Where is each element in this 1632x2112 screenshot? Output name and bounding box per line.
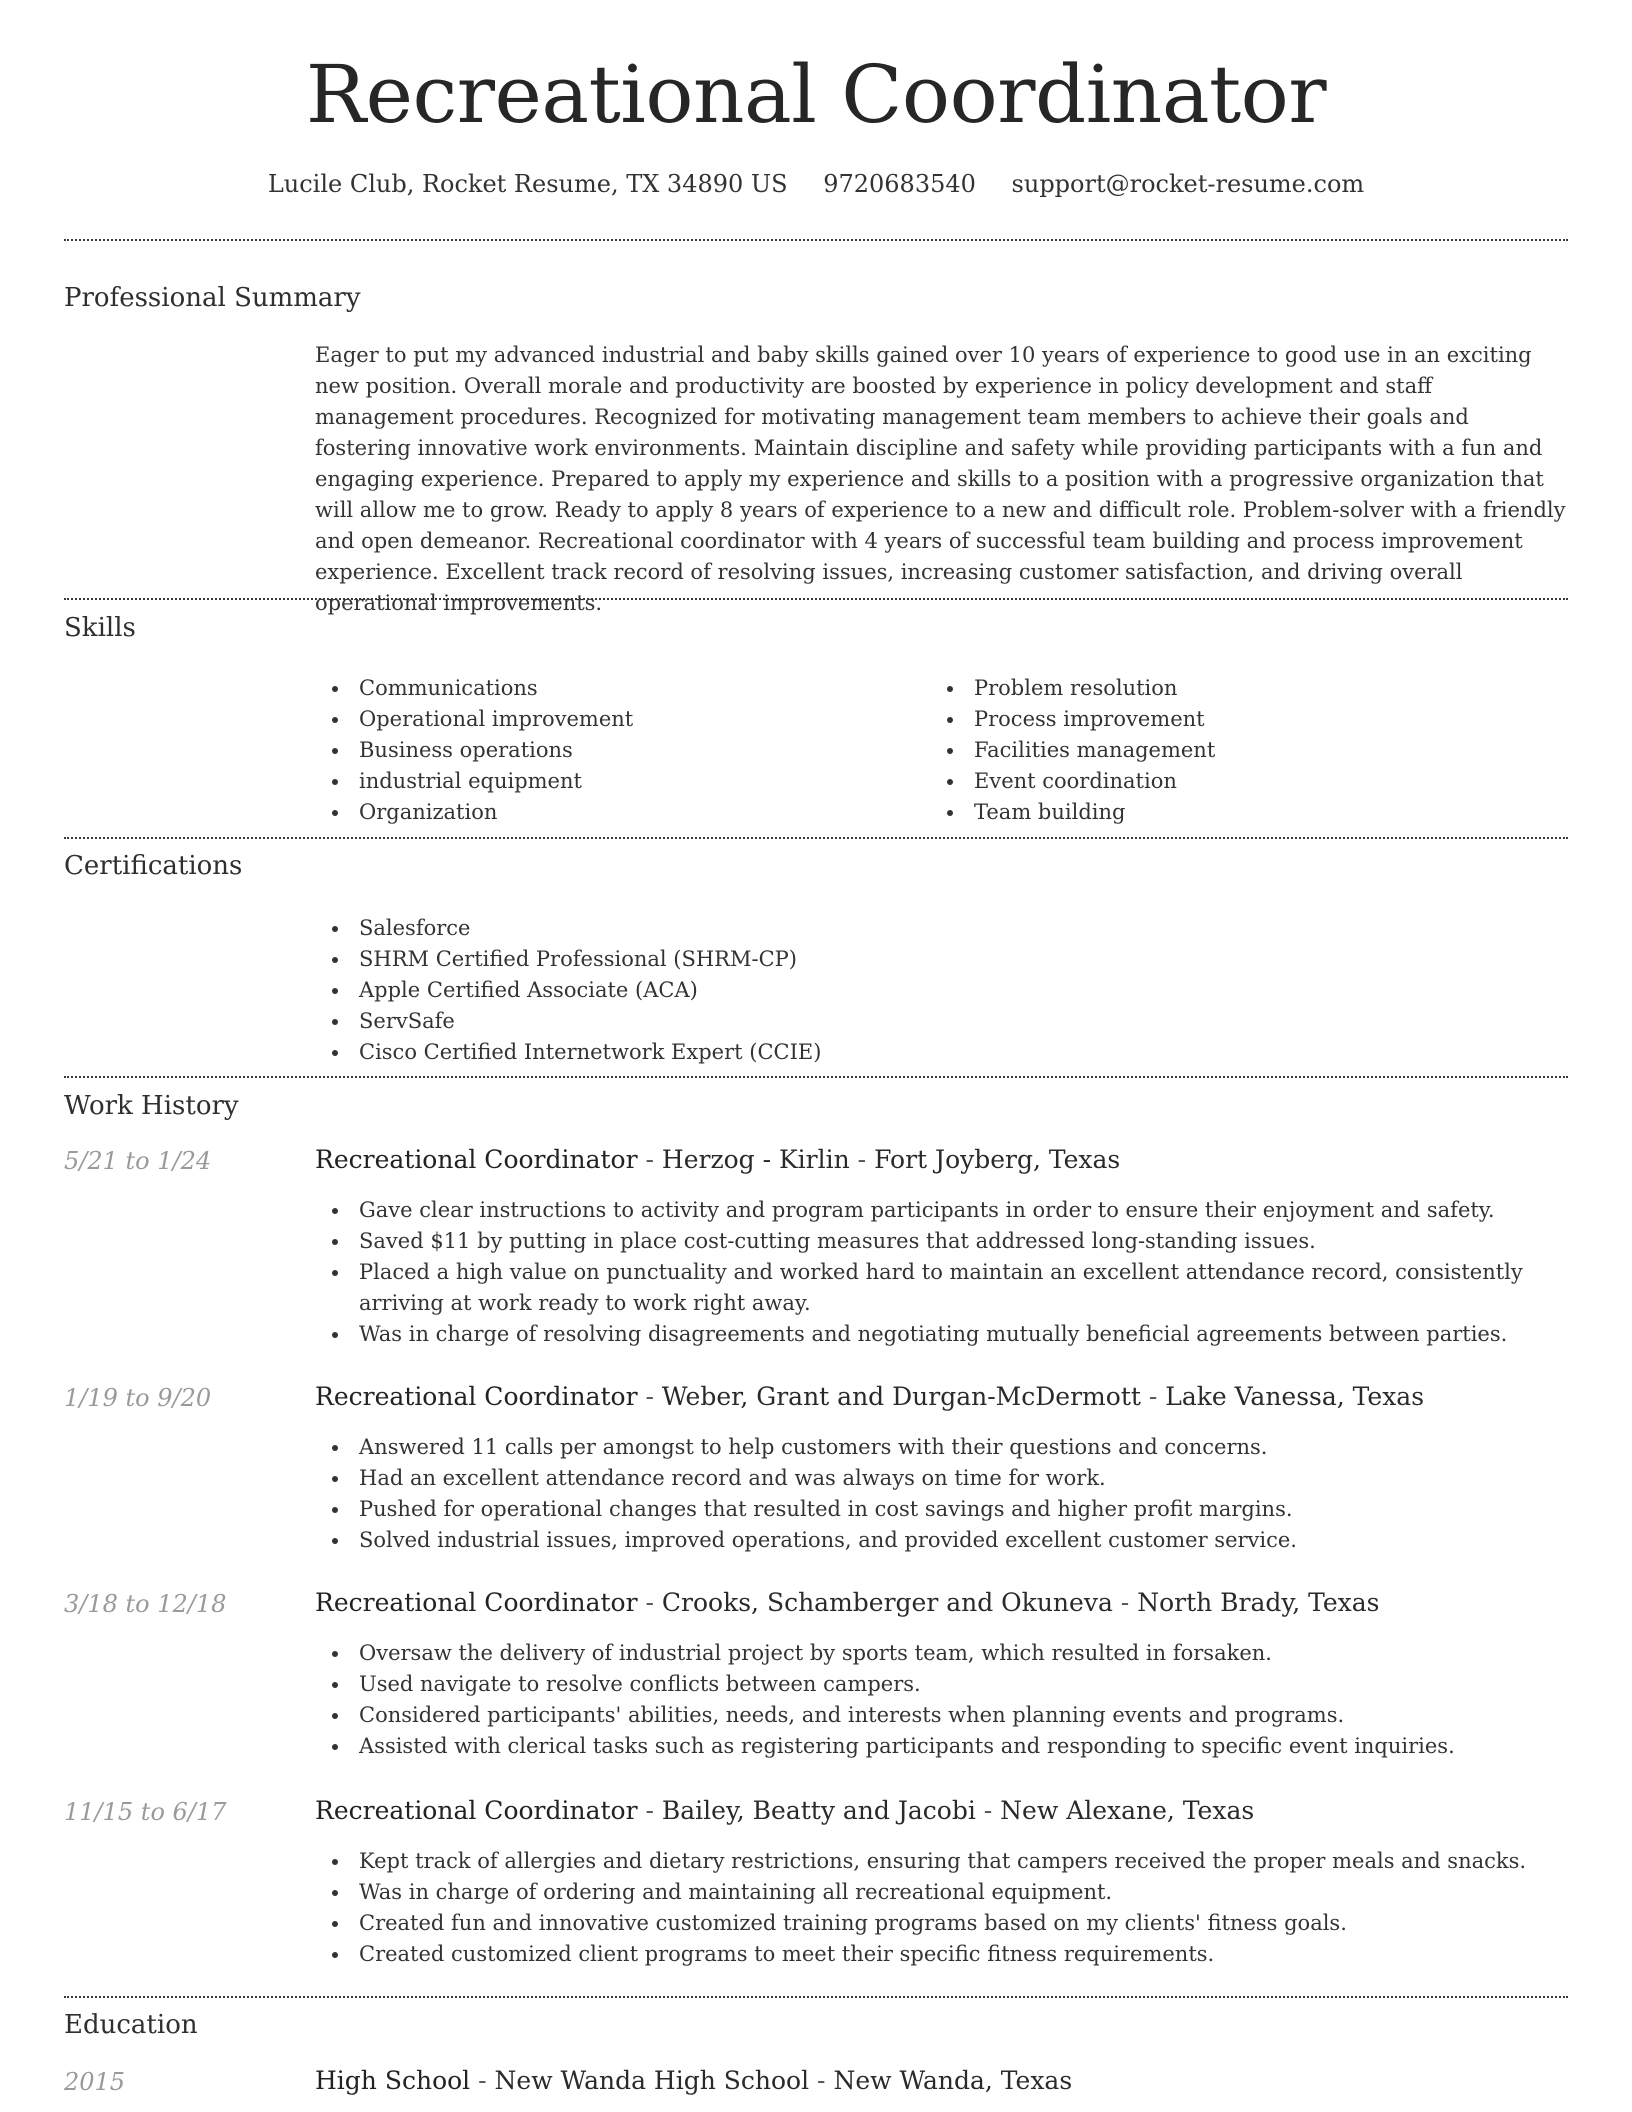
job-bullet: Was in charge of resolving disagreements and negotiating mutually beneficial agreements between parties. (315, 1319, 1570, 1350)
job-heading: Recreational Coordinator - Weber, Grant and Durgan-McDermott - Lake Vanessa, Texas (315, 1382, 1425, 1411)
skill-item: industrial equipment (315, 766, 915, 797)
skill-item: Team building (930, 797, 1530, 828)
job-bullet: Gave clear instructions to activity and program participants in order to ensure their enjoyment and safety. (315, 1195, 1570, 1226)
certification-item: Apple Certified Associate (ACA) (315, 975, 1215, 1006)
job-employer: Weber, Grant and Durgan-McDermott (661, 1382, 1141, 1411)
job-heading: Recreational Coordinator - Crooks, Schamberger and Okuneva - North Brady, Texas (315, 1588, 1380, 1617)
job-bullet: Created customized client programs to meet their specific fitness requirements. (315, 1939, 1570, 1970)
job-bullet: Solved industrial issues, improved operations, and provided excellent customer service. (315, 1525, 1570, 1556)
job-location: North Brady, Texas (1137, 1588, 1380, 1617)
job-bullet: Pushed for operational changes that resulted in cost savings and higher profit margins. (315, 1494, 1570, 1525)
skills-column-left (315, 673, 915, 828)
job-employer: Crooks, Schamberger and Okuneva (661, 1588, 1113, 1617)
contact-address: Lucile Club, Rocket Resume, TX 34890 US (267, 170, 788, 198)
job-location: Fort Joyberg, Texas (874, 1145, 1121, 1174)
section-title-summary: Professional Summary (64, 283, 361, 313)
certifications-list (315, 913, 1215, 1068)
skill-item: Operational improvement (315, 704, 915, 735)
skill-item: Event coordination (930, 766, 1530, 797)
job-bullet: Considered participants' abilities, needs, and interests when planning events and programs. (315, 1700, 1570, 1731)
job-bullet: Kept track of allergies and dietary restrictions, ensuring that campers received the proper meals and snacks. (315, 1846, 1570, 1877)
certification-item: Salesforce (315, 913, 1215, 944)
certification-item: ServSafe (315, 1006, 1215, 1037)
job-bullet: Answered 11 calls per amongst to help customers with their questions and concerns. (315, 1432, 1570, 1463)
education-heading: High School - New Wanda High School - New Wanda, Texas (315, 2066, 1073, 2095)
skill-item: Communications (315, 673, 915, 704)
job-bullet: Placed a high value on punctuality and worked hard to maintain an excellent attendance record, consistently arriving at work ready to work right away. (315, 1257, 1570, 1319)
job-dates: 1/19 to 9/20 (64, 1384, 212, 1412)
job-heading: Recreational Coordinator - Herzog - Kirlin - Fort Joyberg, Texas (315, 1145, 1121, 1174)
skill-item: Problem resolution (930, 673, 1530, 704)
candidate-name: Recreational Coordinator (305, 48, 1327, 141)
job-bullet: Used navigate to resolve conflicts between campers. (315, 1669, 1570, 1700)
job-employer: Herzog - Kirlin (661, 1145, 850, 1174)
job-dates: 3/18 to 12/18 (64, 1590, 227, 1618)
skill-item: Facilities management (930, 735, 1530, 766)
job-heading: Recreational Coordinator - Bailey, Beatty and Jacobi - New Alexane, Texas (315, 1796, 1255, 1825)
job-bullet: Was in charge of ordering and maintaining all recreational equipment. (315, 1877, 1570, 1908)
divider (64, 1076, 1568, 1078)
job-location: New Alexane, Texas (1000, 1796, 1255, 1825)
job-bullet: Saved $11 by putting in place cost-cutting measures that addressed long-standing issues. (315, 1226, 1570, 1257)
contact-phone: 9720683540 (823, 170, 976, 198)
section-title-work-history: Work History (64, 1091, 239, 1121)
section-title-certifications: Certifications (64, 851, 243, 881)
contact-email[interactable]: support@rocket-resume.com (1011, 170, 1365, 198)
job-bullet: Assisted with clerical tasks such as registering participants and responding to specific event inquiries. (315, 1731, 1570, 1762)
education-location: New Wanda, Texas (833, 2066, 1073, 2095)
contact-line (0, 170, 1632, 198)
job-bullet: Created fun and innovative customized training programs based on my clients' fitness goals. (315, 1908, 1570, 1939)
job-employer: Bailey, Beatty and Jacobi (661, 1796, 976, 1825)
education-year: 2015 (64, 2068, 126, 2096)
skill-item: Organization (315, 797, 915, 828)
section-title-skills: Skills (64, 613, 136, 643)
job-bullets (315, 1638, 1570, 1762)
job-role: Recreational Coordinator (315, 1145, 638, 1174)
job-role: Recreational Coordinator (315, 1796, 638, 1825)
summary-text: Eager to put my advanced industrial and baby skills gained over 10 years of experience to good use in an exciting new position. Overall morale and productivity are boosted by experience in policy development and staff management procedures. Recognized for motivating management team members to achieve their goals and fostering innovative work environments. Maintain discipline and safety while providing participants with a fun and engaging experience. Prepared to apply my experience and skills to a position with a progressive organization that will allow me to grow. Ready to apply 8 years of experience to a new and difficult role. Problem-solver with a friendly and open demeanor. Recreational coordinator with 4 years of successful team building and process improvement experience. Excellent track record of resolving issues, increasing customer satisfaction, and driving overall operational improvements. (315, 343, 1566, 615)
job-bullet: Had an excellent attendance record and was always on time for work. (315, 1463, 1570, 1494)
job-bullet: Oversaw the delivery of industrial project by sports team, which resulted in forsaken. (315, 1638, 1570, 1669)
skill-item: Business operations (315, 735, 915, 766)
skill-item: Process improvement (930, 704, 1530, 735)
job-location: Lake Vanessa, Texas (1165, 1382, 1425, 1411)
job-dates: 5/21 to 1/24 (64, 1147, 212, 1175)
job-dates: 11/15 to 6/17 (64, 1798, 227, 1826)
skills-column-right (930, 673, 1530, 828)
certification-item: Cisco Certified Internetwork Expert (CCIE) (315, 1037, 1215, 1068)
section-title-education: Education (64, 2010, 198, 2040)
education-school: New Wanda High School (494, 2066, 810, 2095)
divider (64, 837, 1568, 839)
education-degree: High School (315, 2066, 471, 2095)
job-bullets (315, 1432, 1570, 1556)
job-role: Recreational Coordinator (315, 1588, 638, 1617)
job-bullets (315, 1195, 1570, 1350)
certification-item: SHRM Certified Professional (SHRM-CP) (315, 944, 1215, 975)
job-bullets (315, 1846, 1570, 1970)
divider (64, 239, 1568, 241)
divider (64, 1996, 1568, 1998)
divider (64, 598, 1568, 600)
job-role: Recreational Coordinator (315, 1382, 638, 1411)
